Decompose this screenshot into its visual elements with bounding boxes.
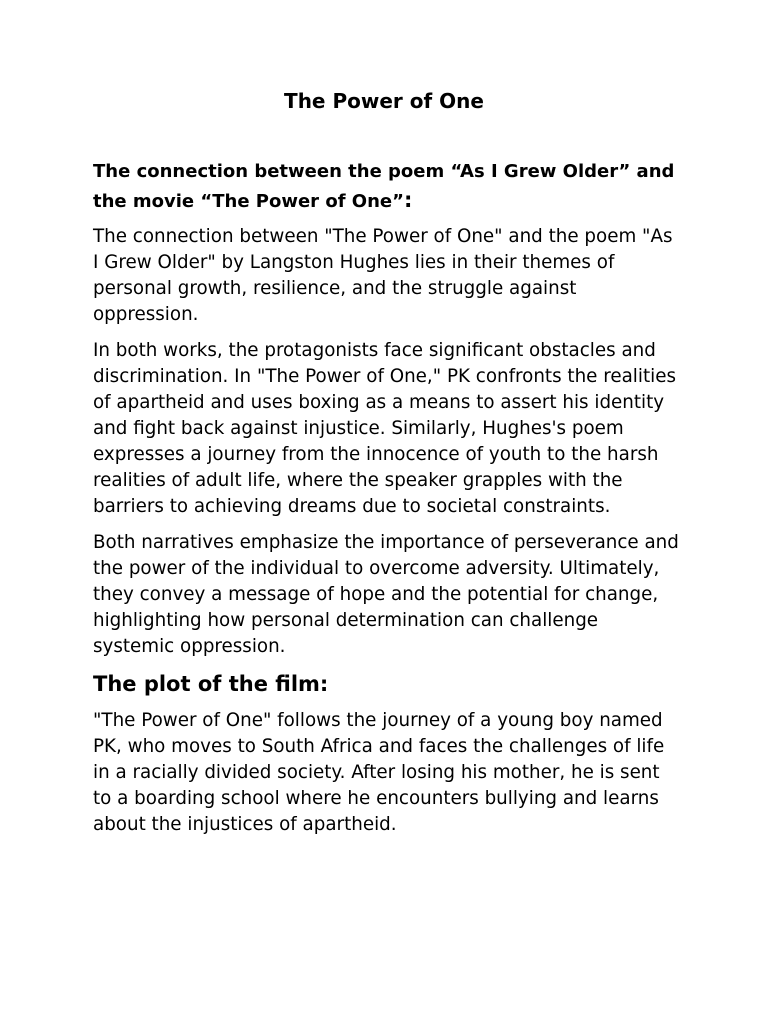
document-title: The Power of One: [284, 89, 484, 113]
connection-paragraph-1: The connection between "The Power of One" and the poem "As I Grew Older" by Langston Hughes lies in their themes of personal growth, resilience, and the struggle against oppression.: [93, 226, 673, 325]
connection-heading-text: The connection between the poem “As I Grew Older” and the movie “The Power of One”: [93, 161, 675, 212]
document-body: [93, 88, 683, 848]
connection-heading-colon: :: [403, 188, 413, 212]
connection-paragraph-3: Both narratives emphasize the importance of perseverance and the power of the individual to overcome adversity. Ultimately, they convey a message of hope and the potential for change, highlighting how personal determination can challenge systemic oppression.: [93, 532, 679, 657]
plot-heading: The plot of the film:: [93, 672, 329, 696]
connection-paragraph-2: In both works, the protagonists face significant obstacles and discrimination. In "The Power of One," PK confronts the realities of apartheid and uses boxing as a means to assert his identity and fight back against injustice. Similarly, Hughes's poem expresses a journey from the innocence of youth to the harsh realities of adult life, where the speaker grapples with the barriers to achieving dreams due to societal constraints.: [93, 340, 676, 517]
plot-paragraph-1: "The Power of One" follows the journey of a young boy named PK, who moves to South Africa and faces the challenges of life in a racially divided society. After losing his mother, he is sent to a boarding school where he encounters bullying and learns about the injustices of apartheid.: [93, 710, 665, 835]
connection-heading: [93, 158, 683, 216]
